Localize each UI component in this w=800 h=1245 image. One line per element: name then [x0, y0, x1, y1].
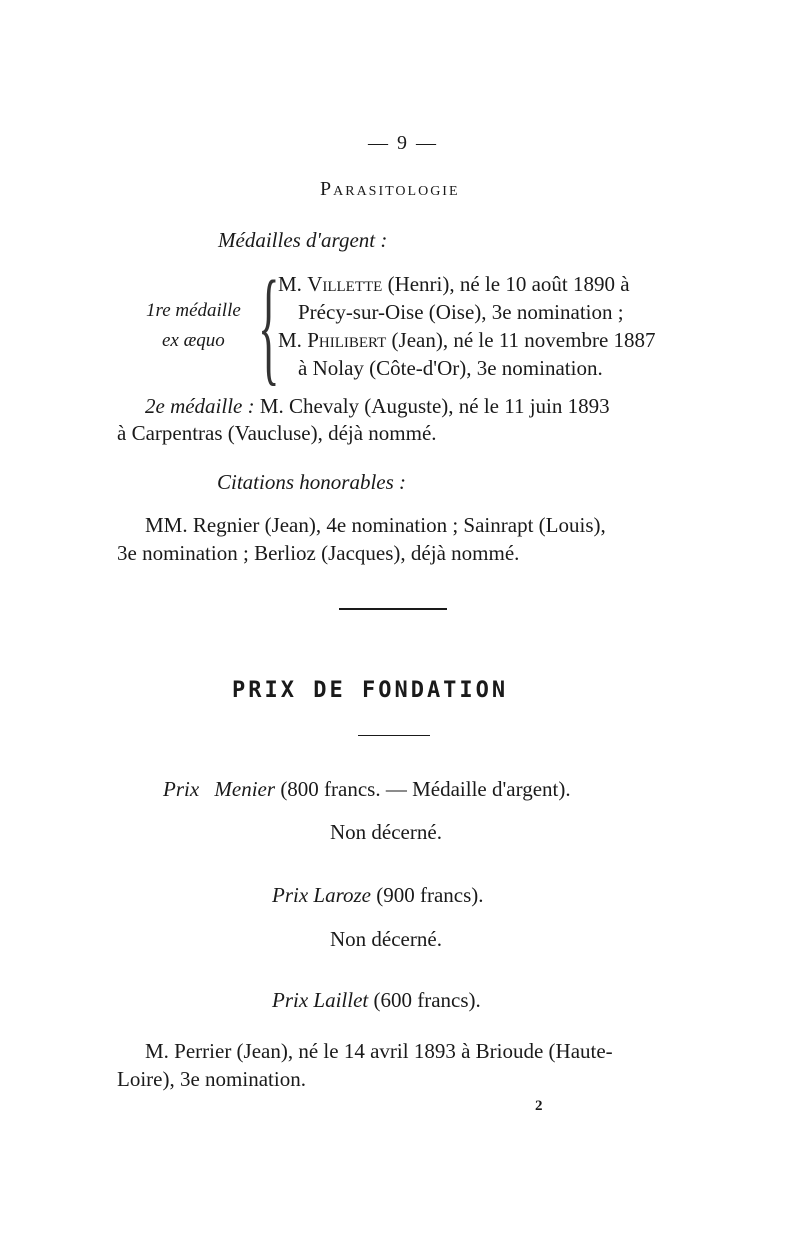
name-villette: Villette: [307, 272, 383, 296]
entry-philibert-line1: M. Philibert (Jean), né le 11 novembre 1887: [278, 328, 656, 352]
second-medal-line1: 2e médaille : M. Chevaly (Auguste), né le 11 juin 1893: [145, 394, 610, 418]
title-underline: [358, 735, 430, 736]
honorable-heading: Citations honorables :: [217, 470, 407, 494]
prize-laillet-heading: Prix Laillet (600 francs).: [272, 988, 481, 1012]
entry-villette-line1: M. Villette (Henri), né le 10 août 1890 à: [278, 272, 630, 296]
prize-laroze-heading: Prix Laroze (900 francs).: [272, 883, 484, 907]
prize-menier-heading: Prix Menier (800 francs. — Médaille d'argent).: [163, 777, 571, 801]
left-brace-icon: {: [258, 255, 280, 397]
foundation-title: PRIX DE FONDATION: [232, 678, 509, 703]
prize-laroze-status: Non décerné.: [330, 927, 442, 951]
second-medal-line2: à Carpentras (Vaucluse), déjà nommé.: [117, 421, 437, 445]
entry-philibert-line2: à Nolay (Côte-d'Or), 3e nomination.: [298, 356, 603, 380]
second-medal-label: 2e médaille :: [145, 394, 255, 418]
honorable-line2: 3e nomination ; Berlioz (Jacques), déjà nommé.: [117, 541, 520, 565]
first-medal-label: 1re médaille: [146, 300, 241, 321]
name-philibert: Philibert: [307, 328, 387, 352]
honorable-line1: MM. Regnier (Jean), 4e nomination ; Sainrapt (Louis),: [145, 513, 606, 537]
signature-mark: 2: [535, 1098, 543, 1114]
page-number: — 9 —: [368, 132, 438, 154]
ex-aequo-label: ex æquo: [162, 330, 225, 351]
section-divider: [339, 608, 447, 610]
prize-laillet-line2: Loire), 3e nomination.: [117, 1067, 306, 1091]
prize-laillet-line1: M. Perrier (Jean), né le 14 avril 1893 à Brioude (Haute-: [145, 1039, 613, 1063]
section-title: Parasitologie: [320, 178, 460, 200]
silver-medals-heading: Médailles d'argent :: [218, 228, 388, 252]
entry-villette-line2: Précy-sur-Oise (Oise), 3e nomination ;: [298, 300, 624, 324]
prize-menier-status: Non décerné.: [330, 820, 442, 844]
